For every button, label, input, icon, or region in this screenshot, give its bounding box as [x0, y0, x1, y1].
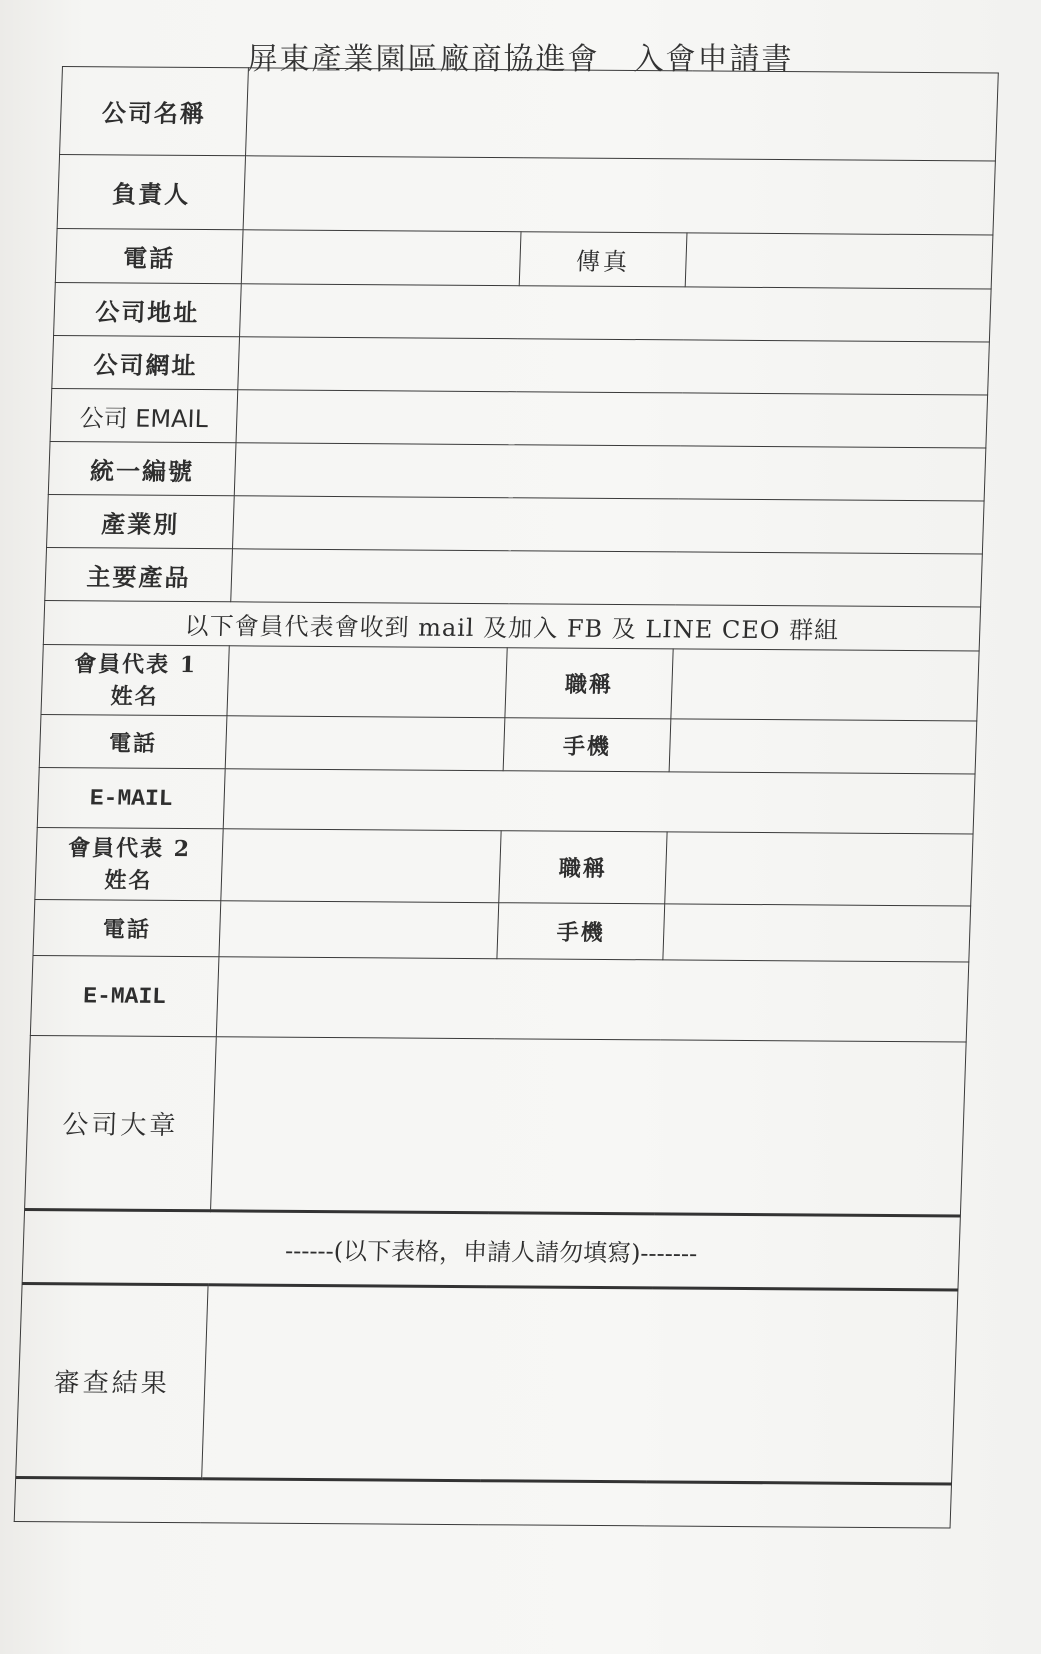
phone-label: 電話 [55, 228, 243, 283]
bottom-blank-field [14, 1477, 951, 1528]
review-field [202, 1285, 958, 1484]
application-sheet [14, 66, 999, 1529]
rep2-name-line1: 會員代表 2 [67, 834, 192, 862]
rep2-mobile-label: 手機 [497, 903, 665, 960]
row-office-notice [22, 1209, 960, 1290]
row-industry [47, 494, 985, 554]
review-label: 審查結果 [16, 1283, 208, 1478]
tax-id-field[interactable] [234, 443, 986, 501]
company-name-label: 公司名稱 [60, 67, 249, 156]
form-name: 入會申請書 [633, 42, 794, 77]
row-rep2-phone [33, 899, 971, 962]
company-name-field[interactable] [246, 68, 999, 161]
row-tax-id [48, 441, 986, 501]
rep1-email-label: E-MAIL [37, 767, 225, 828]
row-website [52, 335, 990, 395]
row-company-name [60, 67, 999, 162]
seal-field[interactable] [211, 1037, 967, 1216]
row-seal [25, 1035, 967, 1216]
phone-field[interactable] [241, 230, 521, 286]
rep1-name-label [41, 644, 229, 715]
org-name: 屏東產業園區廠商協進會 [247, 42, 600, 77]
email-label: 公司 EMAIL [50, 388, 238, 442]
row-rep-notice [43, 600, 980, 651]
row-products [45, 547, 983, 607]
rep1-name-line1: 會員代表 1 [73, 650, 198, 678]
rep1-title-field[interactable] [671, 649, 979, 721]
office-only-notice: ------(以下表格，申請人請勿填寫)------- [22, 1209, 960, 1290]
rep2-title-field[interactable] [665, 832, 973, 906]
fax-field[interactable] [685, 233, 993, 289]
application-table [14, 66, 999, 1529]
rep2-name-line2: 姓名 [104, 866, 153, 894]
rep2-email-field[interactable] [216, 957, 969, 1042]
rep-notice: 以下會員代表會收到 mail 及加入 FB 及 LINE CEO 群組 [43, 600, 980, 651]
row-rep2-name [35, 827, 973, 906]
products-label: 主要產品 [45, 547, 233, 601]
row-email [50, 388, 988, 448]
row-phone-fax [55, 228, 993, 289]
email-field[interactable] [236, 390, 988, 448]
website-label: 公司網址 [52, 335, 240, 389]
rep1-name-line2: 姓名 [110, 682, 160, 710]
rep2-mobile-field[interactable] [663, 904, 971, 962]
products-field[interactable] [231, 549, 983, 607]
row-owner [57, 155, 995, 236]
row-rep1-email [37, 767, 975, 834]
row-rep2-email [30, 955, 968, 1042]
rep1-title-label: 職稱 [505, 648, 673, 719]
row-bottom-blank [14, 1477, 951, 1528]
rep1-phone-field[interactable] [225, 716, 505, 771]
row-rep1-phone [39, 714, 977, 774]
rep2-name-field[interactable] [221, 829, 501, 903]
rep2-title-label: 職稱 [499, 831, 667, 904]
rep1-name-field[interactable] [227, 646, 507, 718]
industry-field[interactable] [232, 496, 984, 554]
rep2-phone-field[interactable] [219, 901, 499, 959]
row-rep1-name [41, 644, 979, 721]
seal-label: 公司大章 [25, 1035, 217, 1210]
industry-label: 產業別 [47, 494, 235, 548]
rep1-email-field[interactable] [223, 769, 975, 834]
address-label: 公司地址 [54, 282, 242, 336]
row-address [54, 282, 992, 342]
rep1-phone-label: 電話 [39, 714, 227, 768]
rep2-email-label: E-MAIL [30, 955, 219, 1036]
website-field[interactable] [238, 337, 990, 395]
rep2-phone-label: 電話 [33, 899, 221, 956]
row-review [16, 1283, 958, 1484]
tax-id-label: 統一編號 [48, 441, 236, 495]
rep1-mobile-label: 手機 [503, 718, 671, 772]
rep1-mobile-field[interactable] [669, 719, 977, 774]
address-field[interactable] [240, 284, 992, 342]
owner-label: 負責人 [57, 155, 245, 230]
owner-field[interactable] [243, 156, 995, 235]
fax-label: 傳真 [519, 232, 687, 287]
rep2-name-label [35, 827, 223, 900]
